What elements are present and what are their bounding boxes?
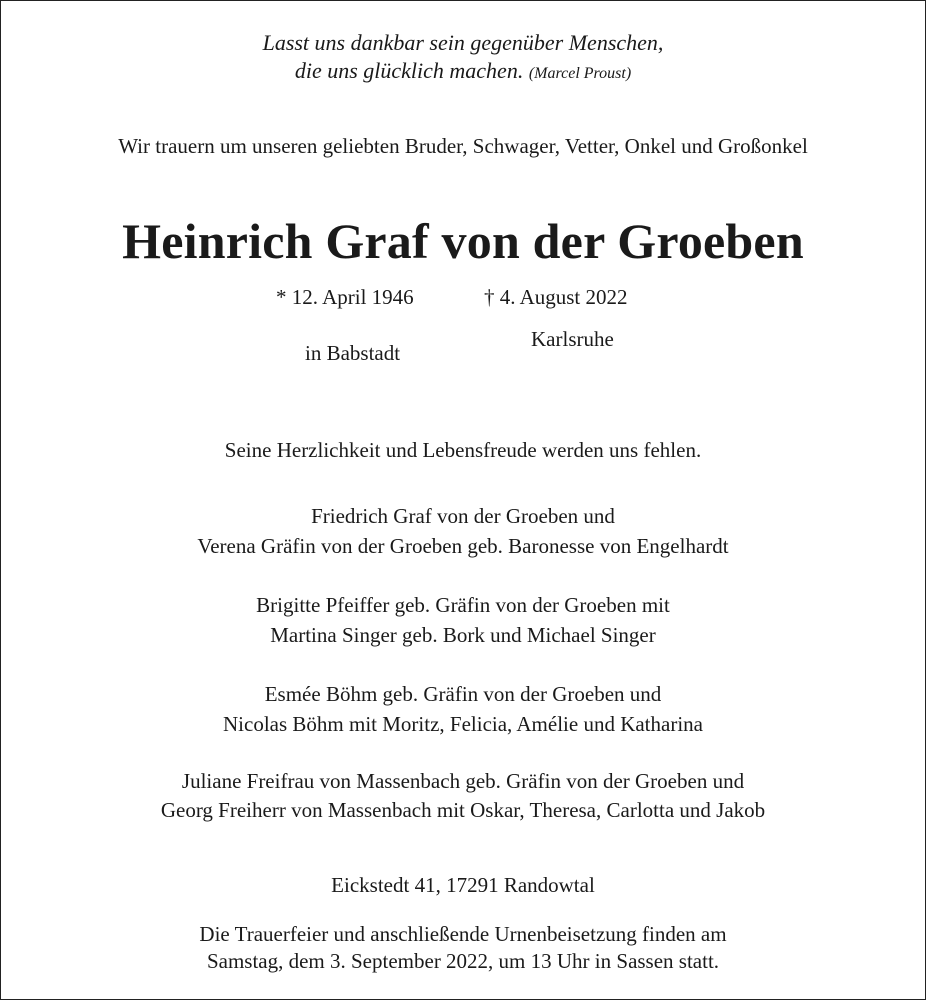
mourner-2-line-1: Brigitte Pfeiffer geb. Gräfin von der Groeben mit <box>256 593 670 617</box>
death-date: † 4. August 2022 <box>484 285 628 309</box>
quote-line-2: die uns glücklich machen. (Marcel Proust) <box>294 58 632 83</box>
deceased-name: Heinrich Graf von der Groeben <box>122 213 804 269</box>
birth-date: * 12. April 1946 <box>276 285 414 309</box>
mourner-1-line-2: Verena Gräfin von der Groeben geb. Baronesse von Engelhardt <box>197 534 729 558</box>
quote-author: (Marcel Proust) <box>528 65 632 82</box>
mourner-3-line-2: Nicolas Böhm mit Moritz, Felicia, Amélie und Katharina <box>223 712 703 736</box>
quote-line-1: Lasst uns dankbar sein gegenüber Menschen, <box>262 30 664 55</box>
birth-place: in Babstadt <box>305 341 401 365</box>
mourner-3-line-1: Esmée Böhm geb. Gräfin von der Groeben und <box>264 682 662 706</box>
tribute-text: Seine Herzlichkeit und Lebensfreude werden uns fehlen. <box>224 438 702 462</box>
death-place: Karlsruhe <box>531 327 614 351</box>
intro-text: Wir trauern um unseren geliebten Bruder, Schwager, Vetter, Onkel und Großonkel <box>118 134 808 158</box>
mourner-1-line-1: Friedrich Graf von der Groeben und <box>311 504 615 528</box>
service-line-1: Die Trauerfeier und anschließende Urnenbeisetzung finden am <box>199 922 727 946</box>
mourner-2-line-2: Martina Singer geb. Bork und Michael Singer <box>270 623 656 647</box>
mourner-4-line-2: Georg Freiherr von Massenbach mit Oskar, Theresa, Carlotta und Jakob <box>160 798 766 822</box>
address: Eickstedt 41, 17291 Randowtal <box>331 873 595 897</box>
mourner-4-line-1: Juliane Freifrau von Massenbach geb. Gräfin von der Groeben und <box>181 769 745 793</box>
service-line-2: Samstag, dem 3. September 2022, um 13 Uhr in Sassen statt. <box>206 949 720 973</box>
